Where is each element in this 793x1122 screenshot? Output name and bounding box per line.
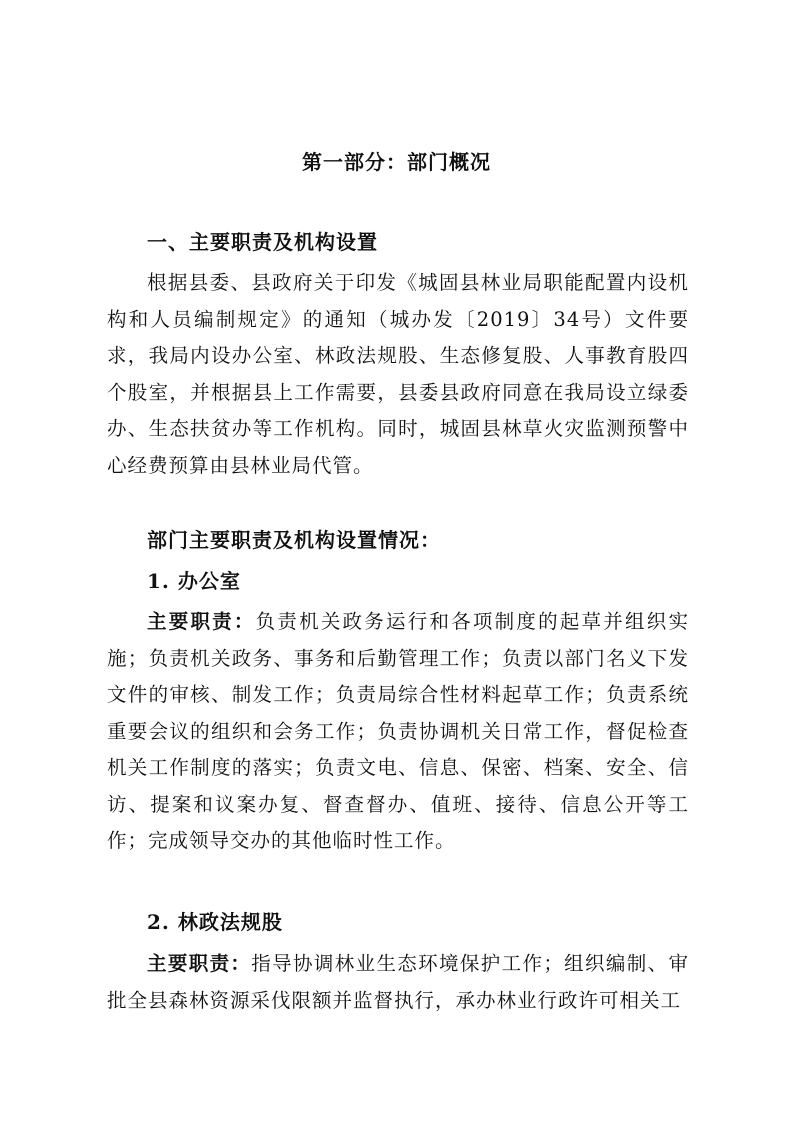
item-heading-office: 1. 办公室 [147, 569, 241, 593]
sub-heading: 部门主要职责及机构设置情况： [147, 528, 441, 552]
item-paragraph-forestry-law [107, 946, 689, 1019]
item-paragraph-office [107, 604, 689, 860]
item-text: 负责机关政务运行和各项制度的起草并组织实施；负责机关政务、事务和后勤管理工作；负责以部门名义下发文件的审核、制发工作；负责局综合性材料起草工作；负责系统重要会议的组织和会务工作；负责协调机关日常工作，督促检查机关工作制度的落实；负责文电、信息、保密、档案、安全、信访、提案和议案办复、督查督办、值班、接待、信息公开等工作；完成领导交办的其他临时性工作。 [107, 610, 689, 852]
section-heading: 一、主要职责及机构设置 [147, 230, 378, 254]
intro-paragraph: 根据县委、县政府关于印发《城固县林业局职能配置内设机构和人员编制规定》的通知（城办发〔2019〕34号）文件要求，我局内设办公室、林政法规股、生态修复股、人事教育股四个股室，并根据县上工作需要，县委县政府同意在我局设立绿委办、生态扶贫办等工作机构。同时，城固县林草火灾监测预警中心经费预算由县林业局代管。 [107, 271, 689, 477]
item-lead-label: 主要职责： [147, 952, 252, 975]
item-text: 指导协调林业生态环境保护工作；组织编制、审批全县森林资源采伐限额并监督执行，承办林业行政许可相关工 [107, 952, 689, 1012]
item-heading-forestry-law: 2. 林政法规股 [147, 910, 283, 934]
item-lead-label: 主要职责： [147, 610, 256, 633]
page-title: 第一部分：部门概况 [302, 150, 491, 174]
